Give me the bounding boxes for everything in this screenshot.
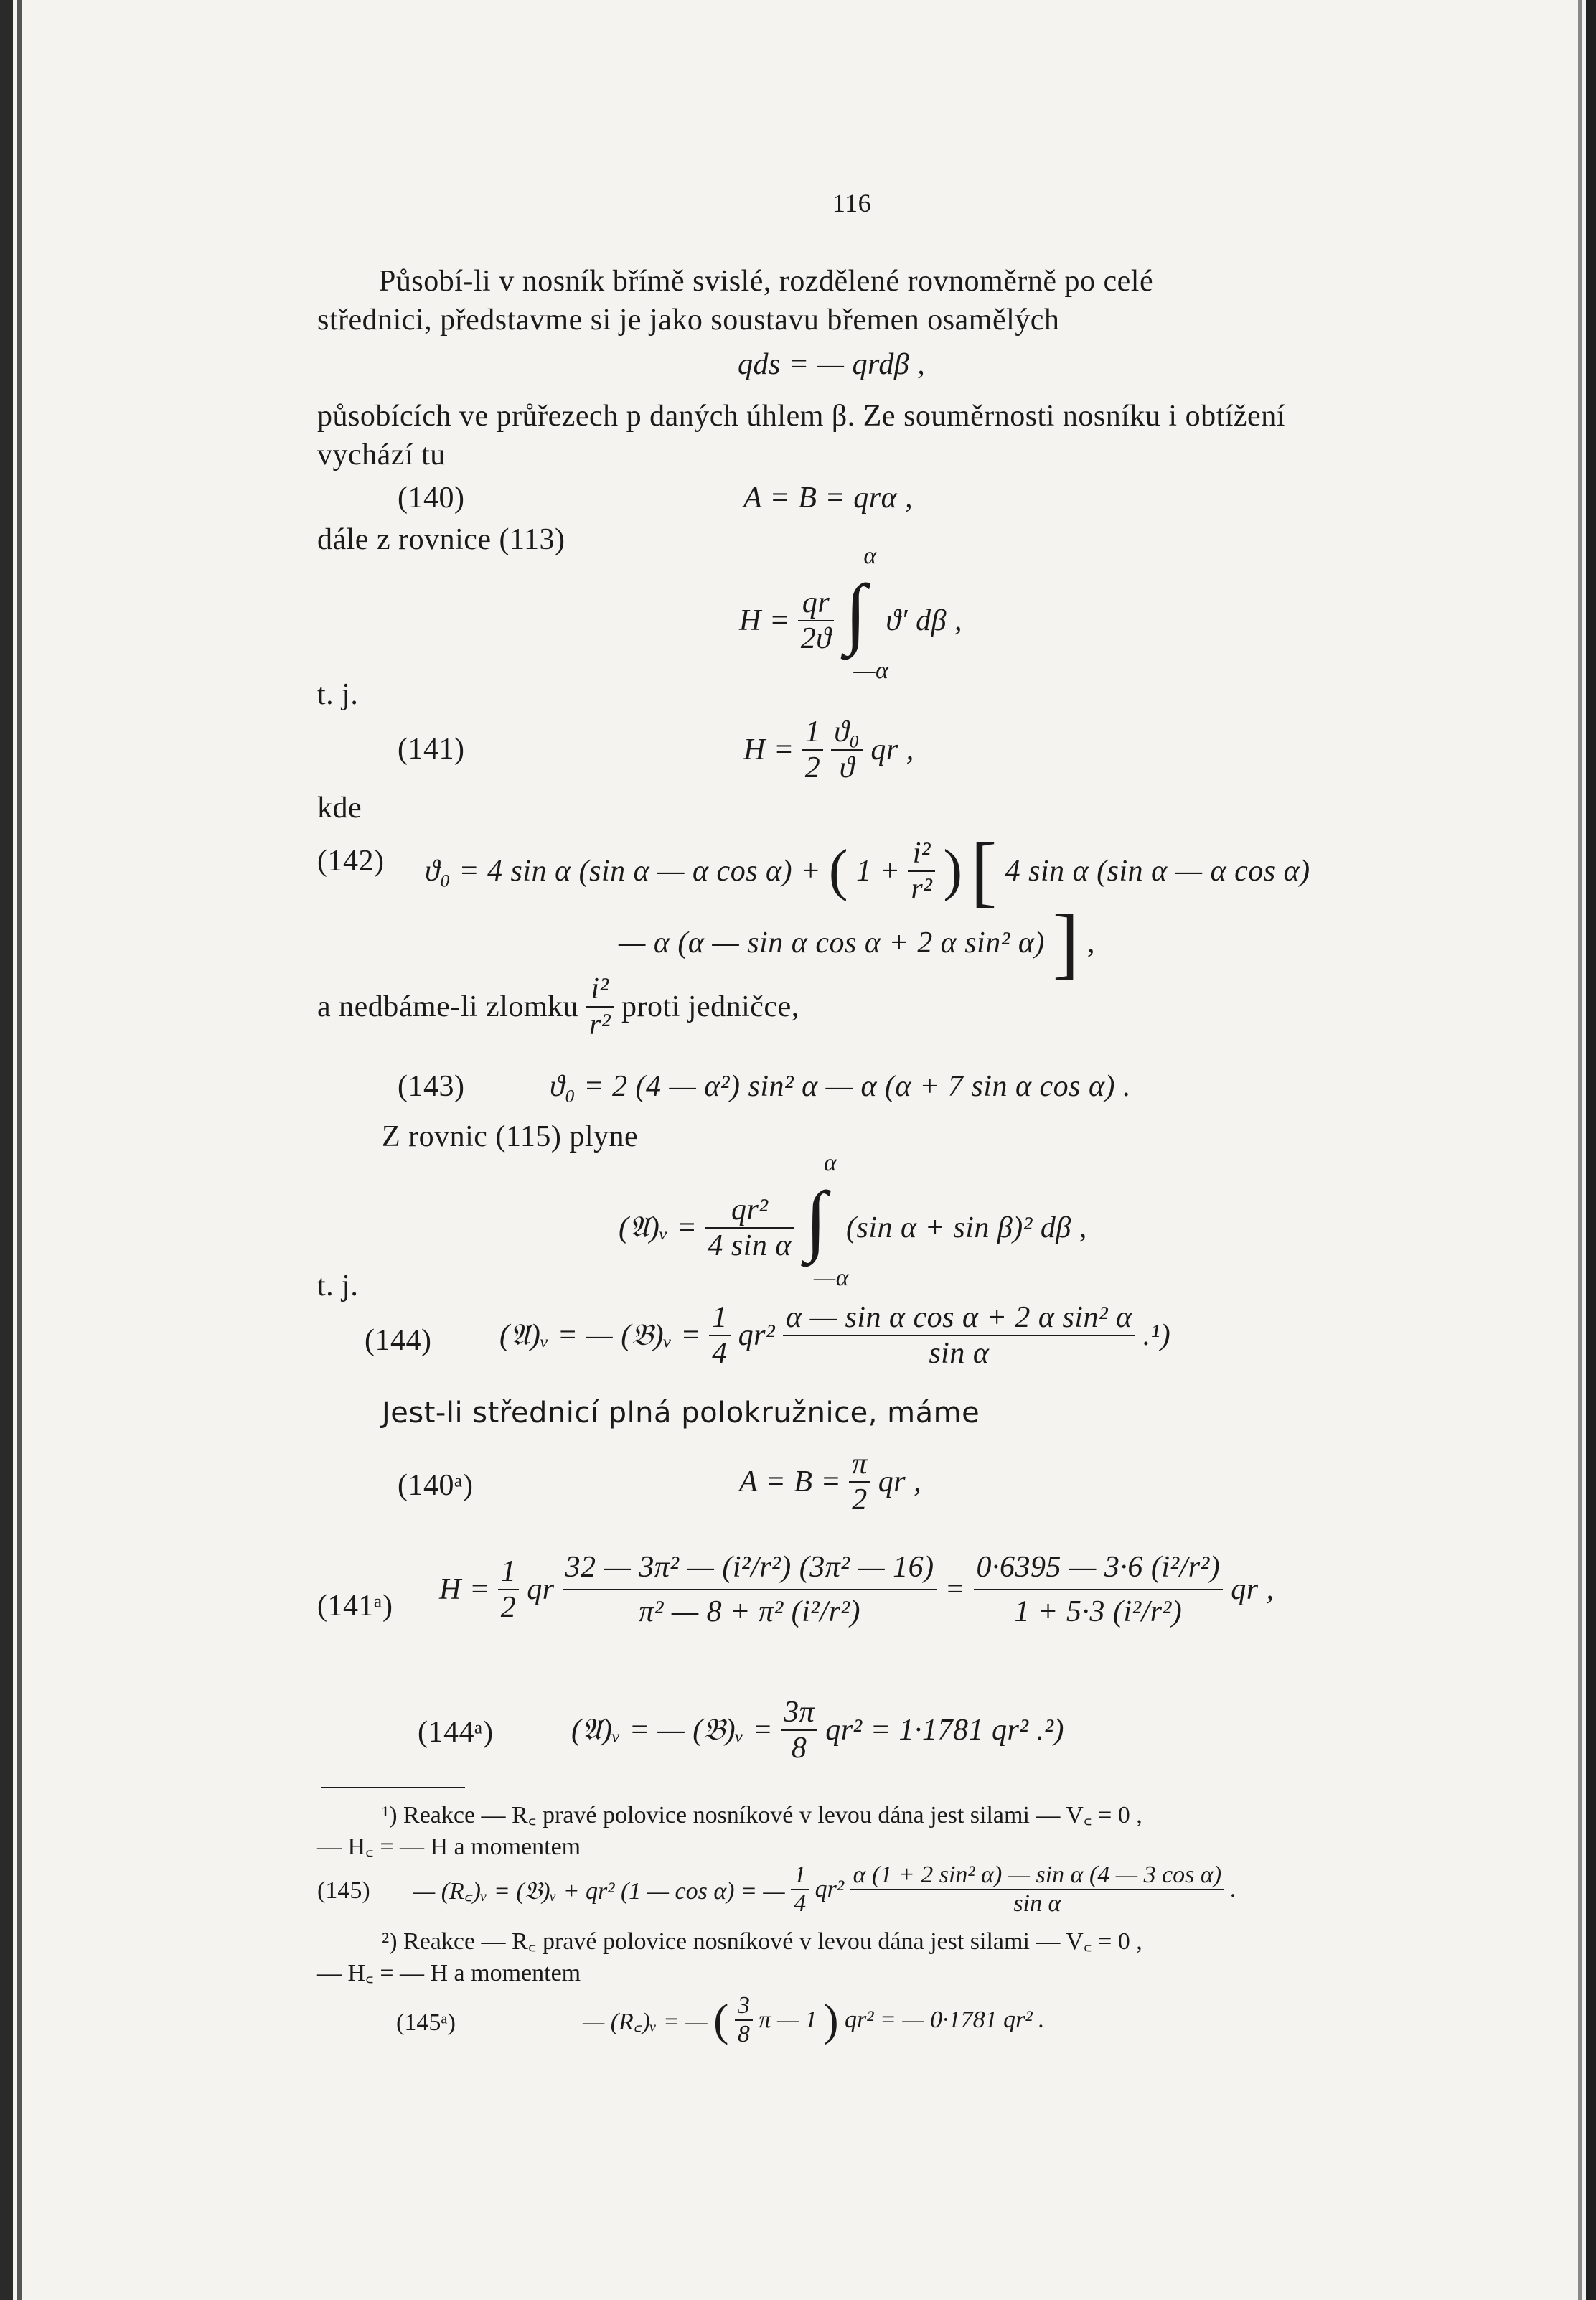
denominator: r² — [908, 870, 935, 906]
numerator: 3 — [737, 1992, 750, 2019]
part: ϑ₀ = 4 sin α (sin α — α cos α) + — [425, 854, 821, 888]
denominator: 2 — [802, 749, 824, 785]
integral — [842, 543, 889, 684]
equation-qds: qds = — qrdβ , — [738, 348, 926, 381]
paragraph-line: Jest-li střednicí plná polokružnice, máme — [382, 1397, 980, 1430]
denominator: sin α — [783, 1335, 1135, 1371]
equation-145 — [413, 1862, 1236, 1918]
paragraph-line: vychází tu — [317, 438, 446, 471]
footnote-1-line: — H꜀ = — H a momentem — [317, 1834, 581, 1860]
equation-145a — [583, 1992, 1045, 2048]
integral-sign: ∫ — [804, 1175, 827, 1263]
numerator: 0·6395 — 3·6 (i²/r²) — [976, 1551, 1221, 1584]
text-kde: kde — [317, 792, 362, 825]
denominator: ϑ — [831, 749, 863, 785]
numerator: 1 — [500, 1555, 517, 1588]
part: 1 + — [856, 854, 901, 888]
footnote-1-line: ¹) Reakce — R꜀ pravé polovice nosníkové v levou dána jest silami — V꜀ = 0 , — [382, 1802, 1142, 1829]
numerator: α — sin α cos α + 2 α sin² α — [786, 1301, 1132, 1334]
integral-sign: ∫ — [845, 568, 867, 656]
paren-close: ) — [823, 1994, 839, 2045]
numerator: i² — [591, 972, 609, 1005]
denominator: 8 — [781, 1729, 817, 1765]
numerator: qr² — [731, 1193, 769, 1226]
equation-144 — [499, 1300, 1170, 1371]
footnote-2-line: ²) Reakce — R꜀ pravé polovice nosníkové v levou dána jest silami — V꜀ = 0 , — [382, 1928, 1142, 1955]
lhs: A = B = — [739, 1465, 842, 1498]
equation-H — [739, 543, 963, 684]
lhs: (𝔄)ᵥ = — (𝔅)ᵥ = — [571, 1714, 774, 1747]
paragraph-line: Z rovnic (115) plyne — [382, 1120, 639, 1153]
equation-label: (143) — [398, 1070, 465, 1103]
scan-border-right-inner — [1578, 0, 1582, 2300]
denominator: 4 — [791, 1889, 809, 1918]
upper-limit: α — [863, 543, 877, 569]
equation-M — [619, 1150, 1087, 1291]
numerator: 3π — [784, 1696, 815, 1729]
paren-close: ) — [943, 839, 963, 902]
part: proti jedničce, — [621, 990, 799, 1023]
bracket-close: ] — [1052, 898, 1080, 986]
equation-label: (145ᵃ) — [396, 2009, 456, 2036]
part: π — 1 — [759, 2006, 817, 2033]
fraction — [705, 1193, 794, 1263]
equation-140: A = B = qrα , — [743, 482, 914, 515]
denominator: r² — [586, 1006, 614, 1042]
numerator: ϑ₀ — [834, 715, 860, 748]
equation-141a — [439, 1550, 1275, 1629]
part: 4 sin α (sin α — α cos α) — [1005, 854, 1310, 888]
denominator: π² — 8 + π² (i²/r²) — [563, 1589, 937, 1629]
part: — α (α — sin α cos α + 2 α sin² α) — [619, 926, 1045, 959]
numerator: π — [852, 1447, 868, 1480]
equation-label: (145) — [317, 1877, 370, 1904]
tail: .¹) — [1142, 1319, 1171, 1352]
numerator: 1 — [804, 715, 821, 748]
part: a nedbáme-li zlomku — [317, 990, 579, 1023]
lower-limit: —α — [853, 657, 889, 684]
denominator: 2 — [498, 1589, 520, 1625]
paren-open: ( — [828, 839, 849, 902]
equation-label: (140) — [398, 482, 465, 515]
denominator: 4 — [709, 1335, 731, 1371]
text-neglect — [317, 972, 799, 1042]
paragraph-line: střednici, představme si je jako soustavu břemen osamělých — [317, 304, 1060, 337]
paragraph-line: Působí-li v nosník břímě svislé, rozdělené rovnoměrně po celé — [379, 265, 1154, 298]
numerator: 1 — [712, 1301, 728, 1334]
tail: qr² = — 0·1781 qr² . — [845, 2006, 1045, 2033]
equation-144a — [571, 1695, 1064, 1765]
denominator: sin α — [850, 1889, 1224, 1918]
paragraph-line: působících ve průřezech p daných úhlem β. Ze souměrnosti nosníku i obtížení — [317, 400, 1285, 433]
fraction — [831, 715, 863, 785]
integrand: ϑ′ dβ , — [886, 604, 963, 637]
numerator: i² — [912, 836, 931, 870]
fraction — [735, 1992, 753, 2048]
lhs: H = — [743, 733, 794, 766]
scan-border-left-inner — [17, 0, 22, 2300]
part: qr — [527, 1573, 555, 1606]
upper-limit: α — [823, 1150, 837, 1176]
fraction — [798, 586, 835, 656]
fraction — [781, 1695, 817, 1765]
numerator: 1 — [794, 1862, 807, 1888]
tail: qr , — [878, 1465, 922, 1498]
fraction — [974, 1550, 1224, 1629]
part: , — [1087, 926, 1096, 959]
numerator: qr — [802, 586, 830, 619]
fraction — [586, 972, 614, 1042]
integral — [802, 1150, 850, 1291]
scan-border-right — [1586, 0, 1596, 2300]
footnote-2-line: — H꜀ = — H a momentem — [317, 1960, 581, 1986]
lhs: — (R꜀)ᵥ = — — [583, 2009, 708, 2035]
equation-label: (141ᵃ) — [317, 1590, 393, 1623]
fraction — [563, 1550, 937, 1629]
fraction — [791, 1862, 809, 1918]
text-tj: t. j. — [317, 678, 359, 711]
denominator: 2 — [849, 1481, 870, 1517]
lower-limit: —α — [813, 1264, 850, 1291]
bracket-open: [ — [970, 827, 998, 914]
denominator: 4 sin α — [705, 1227, 794, 1263]
part: qr² — [738, 1319, 776, 1352]
text-tj: t. j. — [317, 1269, 359, 1302]
part: = — [944, 1573, 966, 1606]
fraction — [709, 1300, 731, 1371]
paragraph-line: dále z rovnice (113) — [317, 523, 565, 556]
denominator: 1 + 5·3 (i²/r²) — [974, 1589, 1224, 1629]
tail: . — [1230, 1876, 1237, 1902]
tail: qr , — [870, 733, 914, 766]
denominator: 8 — [735, 2019, 753, 2048]
fraction — [908, 836, 935, 906]
page-number: 116 — [832, 189, 872, 217]
footnote-rule — [321, 1787, 465, 1788]
tail: qr² = 1·1781 qr² .²) — [825, 1714, 1064, 1747]
fraction — [850, 1862, 1224, 1918]
lhs: — (R꜀)ᵥ = (𝔅)ᵥ + qr² (1 — cos α) = — — [413, 1878, 785, 1905]
equation-label: (140ᵃ) — [398, 1469, 474, 1502]
paren-open: ( — [713, 1994, 729, 2045]
lhs: (𝔄)ᵥ = — [619, 1211, 698, 1244]
numerator: 32 — 3π² — (i²/r²) (3π² — 16) — [565, 1551, 934, 1584]
equation-label: (144) — [365, 1324, 432, 1357]
equation-141 — [743, 715, 914, 785]
equation-140a — [739, 1447, 921, 1517]
numerator: α (1 + 2 sin² α) — sin α (4 — 3 cos α) — [853, 1862, 1222, 1888]
equation-143: ϑ₀ = 2 (4 — α²) sin² α — α (α + 7 sin α cos α) . — [550, 1070, 1132, 1103]
tail: qr , — [1231, 1573, 1275, 1606]
equation-label: (142) — [317, 845, 385, 878]
fraction — [802, 715, 824, 785]
equation-label: (141) — [398, 733, 465, 766]
fraction — [498, 1554, 520, 1625]
part: qr² — [815, 1876, 845, 1902]
lhs: (𝔄)ᵥ = — (𝔅)ᵥ = — [499, 1319, 702, 1352]
fraction — [783, 1300, 1135, 1371]
lhs: H = — [739, 604, 790, 637]
lhs: H = — [439, 1573, 490, 1606]
denominator: 2ϑ — [798, 620, 835, 656]
scan-border-left — [0, 0, 13, 2300]
equation-label: (144ᵃ) — [418, 1716, 494, 1749]
fraction — [849, 1447, 870, 1517]
integrand: (sin α + sin β)² dβ , — [845, 1211, 1087, 1244]
